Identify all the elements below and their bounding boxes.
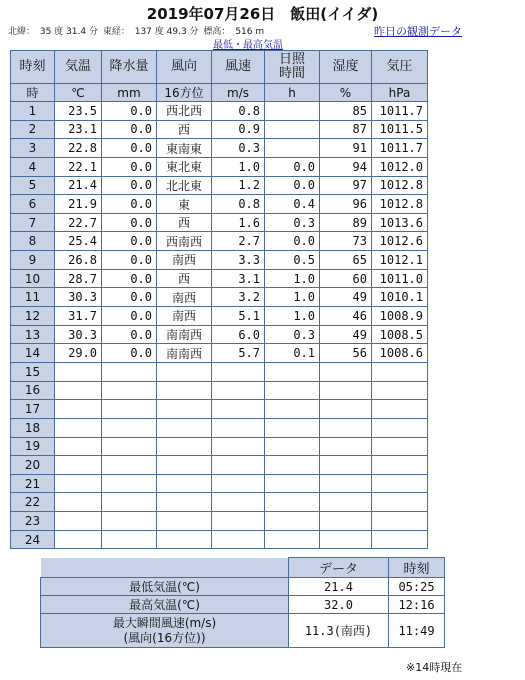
cell-temperature (55, 400, 102, 419)
cell-temperature: 23.5 (55, 102, 102, 121)
cell-pressure (372, 362, 428, 381)
table-row (11, 251, 428, 270)
cell-temperature (55, 418, 102, 437)
cell-wind-direction: 西 (157, 120, 212, 139)
cell-hour: 4 (11, 157, 55, 176)
summary-value: 21.4 (289, 578, 389, 596)
column-header-wind-direction: 風向 (157, 51, 212, 84)
cell-wind-speed: 3.3 (212, 251, 265, 270)
cell-wind-speed (212, 437, 265, 456)
cell-humidity: 49 (320, 288, 372, 307)
column-header-temperature: 気温 (55, 51, 102, 84)
cell-pressure (372, 456, 428, 475)
cell-precipitation (102, 362, 157, 381)
cell-hour: 5 (11, 176, 55, 195)
units-row (11, 84, 428, 102)
cell-precipitation: 0.0 (102, 120, 157, 139)
table-row (11, 195, 428, 214)
cell-humidity (320, 381, 372, 400)
cell-temperature (55, 474, 102, 493)
cell-humidity (320, 400, 372, 419)
cell-humidity: 49 (320, 325, 372, 344)
cell-pressure (372, 400, 428, 419)
cell-temperature: 30.3 (55, 288, 102, 307)
cell-hour: 6 (11, 195, 55, 214)
cell-pressure: 1008.5 (372, 325, 428, 344)
cell-humidity (320, 512, 372, 531)
cell-hour: 23 (11, 512, 55, 531)
summary-header-data: データ (289, 558, 389, 578)
cell-hour: 20 (11, 456, 55, 475)
cell-precipitation: 0.0 (102, 213, 157, 232)
summary-label: 最低気温(℃) (41, 578, 289, 596)
cell-humidity: 97 (320, 176, 372, 195)
cell-hour: 12 (11, 307, 55, 326)
cell-sunshine (265, 120, 320, 139)
table-row (11, 362, 428, 381)
cell-sunshine: 1.0 (265, 269, 320, 288)
cell-sunshine (265, 530, 320, 549)
summary-table (40, 557, 445, 648)
cell-wind-direction: 南南西 (157, 344, 212, 363)
cell-wind-speed (212, 456, 265, 475)
cell-precipitation (102, 437, 157, 456)
table-row (11, 418, 428, 437)
cell-sunshine (265, 102, 320, 121)
cell-pressure: 1012.8 (372, 195, 428, 214)
cell-temperature: 22.7 (55, 213, 102, 232)
cell-sunshine: 0.5 (265, 251, 320, 270)
cell-wind-speed: 0.9 (212, 120, 265, 139)
cell-sunshine: 0.3 (265, 325, 320, 344)
cell-hour: 3 (11, 139, 55, 158)
cell-pressure (372, 418, 428, 437)
cell-precipitation: 0.0 (102, 307, 157, 326)
cell-temperature: 22.8 (55, 139, 102, 158)
cell-hour: 1 (11, 102, 55, 121)
column-header-wind-speed: 風速 (212, 51, 265, 84)
cell-temperature: 29.0 (55, 344, 102, 363)
cell-hour: 14 (11, 344, 55, 363)
cell-hour: 22 (11, 493, 55, 512)
cell-hour: 9 (11, 251, 55, 270)
cell-pressure (372, 493, 428, 512)
cell-precipitation (102, 474, 157, 493)
summary-header-row (41, 558, 445, 578)
cell-wind-direction: 西 (157, 269, 212, 288)
cell-pressure: 1012.8 (372, 176, 428, 195)
cell-wind-speed (212, 530, 265, 549)
unit-wind-direction: 16方位 (157, 84, 212, 102)
page-title: 2019年07月26日 飯田(イイダ) (146, 5, 379, 23)
cell-hour: 15 (11, 362, 55, 381)
cell-humidity (320, 437, 372, 456)
cell-temperature (55, 362, 102, 381)
cell-temperature (55, 456, 102, 475)
cell-precipitation: 0.0 (102, 157, 157, 176)
cell-precipitation: 0.0 (102, 232, 157, 251)
cell-temperature: 31.7 (55, 307, 102, 326)
unit-pressure: hPa (372, 84, 428, 102)
table-row (11, 139, 428, 158)
cell-pressure: 1008.6 (372, 344, 428, 363)
unit-precipitation: mm (102, 84, 157, 102)
cell-pressure (372, 437, 428, 456)
latitude-label: 北緯： (8, 27, 36, 37)
previous-day-data-link[interactable]: 昨日の観測データ (374, 25, 462, 38)
cell-wind-direction: 西北西 (157, 102, 212, 121)
cell-humidity (320, 493, 372, 512)
cell-precipitation: 0.0 (102, 102, 157, 121)
cell-wind-speed (212, 381, 265, 400)
cell-pressure: 1012.6 (372, 232, 428, 251)
summary-time: 11:49 (389, 614, 445, 648)
cell-sunshine: 0.0 (265, 232, 320, 251)
table-row (11, 400, 428, 419)
cell-wind-speed: 2.7 (212, 232, 265, 251)
cell-humidity: 91 (320, 139, 372, 158)
cell-pressure: 1010.1 (372, 288, 428, 307)
cell-wind-speed: 1.0 (212, 157, 265, 176)
cell-sunshine (265, 456, 320, 475)
cell-precipitation: 0.0 (102, 195, 157, 214)
cell-sunshine: 0.0 (265, 157, 320, 176)
cell-humidity: 60 (320, 269, 372, 288)
cell-wind-direction: 西南西 (157, 232, 212, 251)
cell-pressure: 1013.6 (372, 213, 428, 232)
cell-wind-speed: 3.1 (212, 269, 265, 288)
cell-wind-speed: 1.2 (212, 176, 265, 195)
cell-sunshine: 1.0 (265, 288, 320, 307)
cell-precipitation: 0.0 (102, 269, 157, 288)
cell-pressure: 1008.9 (372, 307, 428, 326)
table-row (11, 120, 428, 139)
cell-temperature (55, 512, 102, 531)
cell-hour: 24 (11, 530, 55, 549)
cell-humidity: 96 (320, 195, 372, 214)
cell-pressure (372, 474, 428, 493)
cell-temperature: 28.7 (55, 269, 102, 288)
cell-temperature: 25.4 (55, 232, 102, 251)
table-row (11, 307, 428, 326)
unit-wind-speed: m/s (212, 84, 265, 102)
summary-row-max-temp (41, 596, 445, 614)
table-row (11, 474, 428, 493)
cell-sunshine (265, 474, 320, 493)
summary-value: 11.3(南西) (289, 614, 389, 648)
cell-wind-speed: 0.8 (212, 102, 265, 121)
table-row (11, 456, 428, 475)
cell-sunshine: 0.3 (265, 213, 320, 232)
table-row (11, 213, 428, 232)
cell-pressure: 1012.0 (372, 157, 428, 176)
cell-wind-direction: 北北東 (157, 176, 212, 195)
cell-hour: 2 (11, 120, 55, 139)
current-time-note: ※14時現在 (406, 661, 463, 674)
cell-sunshine (265, 437, 320, 456)
cell-wind-direction (157, 530, 212, 549)
cell-temperature (55, 493, 102, 512)
cell-sunshine (265, 400, 320, 419)
cell-precipitation (102, 381, 157, 400)
cell-precipitation (102, 456, 157, 475)
cell-humidity (320, 362, 372, 381)
cell-humidity: 89 (320, 213, 372, 232)
column-header-precipitation: 降水量 (102, 51, 157, 84)
summary-time: 12:16 (389, 596, 445, 614)
cell-wind-speed (212, 362, 265, 381)
cell-wind-direction (157, 493, 212, 512)
cell-humidity (320, 418, 372, 437)
cell-pressure: 1011.5 (372, 120, 428, 139)
cell-sunshine (265, 139, 320, 158)
cell-sunshine: 1.0 (265, 307, 320, 326)
table-row (11, 437, 428, 456)
cell-hour: 7 (11, 213, 55, 232)
table-row (11, 381, 428, 400)
cell-precipitation (102, 493, 157, 512)
cell-precipitation (102, 400, 157, 419)
cell-wind-direction (157, 512, 212, 531)
cell-wind-speed: 0.8 (212, 195, 265, 214)
cell-temperature: 26.8 (55, 251, 102, 270)
cell-humidity: 46 (320, 307, 372, 326)
cell-precipitation: 0.0 (102, 325, 157, 344)
cell-temperature (55, 437, 102, 456)
cell-wind-speed: 6.0 (212, 325, 265, 344)
cell-wind-speed: 3.2 (212, 288, 265, 307)
cell-wind-direction (157, 400, 212, 419)
cell-wind-direction: 東 (157, 195, 212, 214)
table-row (11, 493, 428, 512)
cell-wind-direction (157, 456, 212, 475)
cell-sunshine (265, 512, 320, 531)
cell-temperature: 21.4 (55, 176, 102, 195)
cell-wind-direction (157, 418, 212, 437)
column-header-row (11, 51, 428, 84)
cell-pressure: 1011.7 (372, 139, 428, 158)
cell-sunshine: 0.4 (265, 195, 320, 214)
cell-wind-direction (157, 381, 212, 400)
cell-hour: 17 (11, 400, 55, 419)
cell-temperature (55, 530, 102, 549)
cell-pressure: 1012.1 (372, 251, 428, 270)
table-row (11, 176, 428, 195)
cell-wind-speed: 5.1 (212, 307, 265, 326)
cell-humidity: 87 (320, 120, 372, 139)
table-row (11, 530, 428, 549)
table-row (11, 512, 428, 531)
cell-wind-speed: 1.6 (212, 213, 265, 232)
cell-wind-speed: 0.3 (212, 139, 265, 158)
cell-hour: 11 (11, 288, 55, 307)
cell-humidity (320, 456, 372, 475)
cell-wind-direction: 南西 (157, 251, 212, 270)
cell-temperature: 30.3 (55, 325, 102, 344)
cell-hour: 16 (11, 381, 55, 400)
cell-humidity (320, 474, 372, 493)
cell-pressure: 1011.0 (372, 269, 428, 288)
cell-precipitation: 0.0 (102, 176, 157, 195)
table-row (11, 269, 428, 288)
cell-sunshine: 0.0 (265, 176, 320, 195)
table-row (11, 157, 428, 176)
cell-wind-direction: 南南西 (157, 325, 212, 344)
cell-temperature: 22.1 (55, 157, 102, 176)
cell-sunshine: 0.1 (265, 344, 320, 363)
cell-wind-direction (157, 437, 212, 456)
altitude-label: 標高： (203, 27, 231, 37)
cell-hour: 8 (11, 232, 55, 251)
table-row (11, 288, 428, 307)
column-header-sunshine: 日照時間 (265, 51, 320, 84)
longitude-label: 東経： (102, 27, 130, 37)
latitude-value: 35 度 31.4 分 (39, 27, 98, 37)
cell-wind-direction: 西 (157, 213, 212, 232)
unit-sunshine: h (265, 84, 320, 102)
cell-wind-direction (157, 362, 212, 381)
cell-temperature: 23.1 (55, 120, 102, 139)
cell-humidity: 85 (320, 102, 372, 121)
cell-humidity: 56 (320, 344, 372, 363)
table-row (11, 344, 428, 363)
unit-temperature: ℃ (55, 84, 102, 102)
cell-temperature (55, 381, 102, 400)
cell-hour: 13 (11, 325, 55, 344)
cell-wind-direction: 南西 (157, 307, 212, 326)
cell-wind-direction: 東北東 (157, 157, 212, 176)
cell-precipitation (102, 530, 157, 549)
cell-hour: 10 (11, 269, 55, 288)
unit-hour: 時 (11, 84, 55, 102)
summary-header-time: 時刻 (389, 558, 445, 578)
column-header-pressure: 気圧 (372, 51, 428, 84)
cell-pressure: 1011.7 (372, 102, 428, 121)
summary-time: 05:25 (389, 578, 445, 596)
cell-pressure (372, 530, 428, 549)
observation-table (10, 50, 428, 549)
cell-precipitation: 0.0 (102, 344, 157, 363)
table-row (11, 102, 428, 121)
summary-row-max-gust (41, 614, 445, 648)
cell-precipitation: 0.0 (102, 139, 157, 158)
cell-wind-direction: 東南東 (157, 139, 212, 158)
cell-precipitation (102, 418, 157, 437)
summary-value: 32.0 (289, 596, 389, 614)
unit-humidity: % (320, 84, 372, 102)
cell-hour: 18 (11, 418, 55, 437)
cell-pressure (372, 512, 428, 531)
summary-label: 最大瞬間風速(m/s) (風向(16方位)) (41, 614, 289, 648)
altitude-value: 516 m (235, 27, 265, 37)
min-max-temperature-link[interactable]: 最低・最高気温 (213, 40, 283, 51)
cell-humidity: 65 (320, 251, 372, 270)
cell-humidity: 94 (320, 157, 372, 176)
cell-wind-direction (157, 474, 212, 493)
summary-header-blank (41, 558, 289, 578)
cell-wind-speed (212, 400, 265, 419)
cell-wind-speed: 5.7 (212, 344, 265, 363)
cell-wind-speed (212, 474, 265, 493)
cell-wind-direction: 南西 (157, 288, 212, 307)
table-row (11, 325, 428, 344)
cell-humidity: 73 (320, 232, 372, 251)
longitude-value: 137 度 49.3 分 (134, 27, 199, 37)
cell-wind-speed (212, 493, 265, 512)
observation-rows (11, 102, 428, 549)
cell-hour: 21 (11, 474, 55, 493)
cell-sunshine (265, 493, 320, 512)
cell-pressure (372, 381, 428, 400)
cell-precipitation (102, 512, 157, 531)
table-row (11, 232, 428, 251)
cell-wind-speed (212, 418, 265, 437)
cell-sunshine (265, 362, 320, 381)
summary-label: 最高気温(℃) (41, 596, 289, 614)
cell-wind-speed (212, 512, 265, 531)
summary-row-min-temp (41, 578, 445, 596)
cell-precipitation: 0.0 (102, 251, 157, 270)
cell-temperature: 21.9 (55, 195, 102, 214)
cell-humidity (320, 530, 372, 549)
column-header-hour: 時刻 (11, 51, 55, 84)
cell-precipitation: 0.0 (102, 288, 157, 307)
cell-hour: 19 (11, 437, 55, 456)
cell-sunshine (265, 418, 320, 437)
column-header-humidity: 湿度 (320, 51, 372, 84)
cell-sunshine (265, 381, 320, 400)
